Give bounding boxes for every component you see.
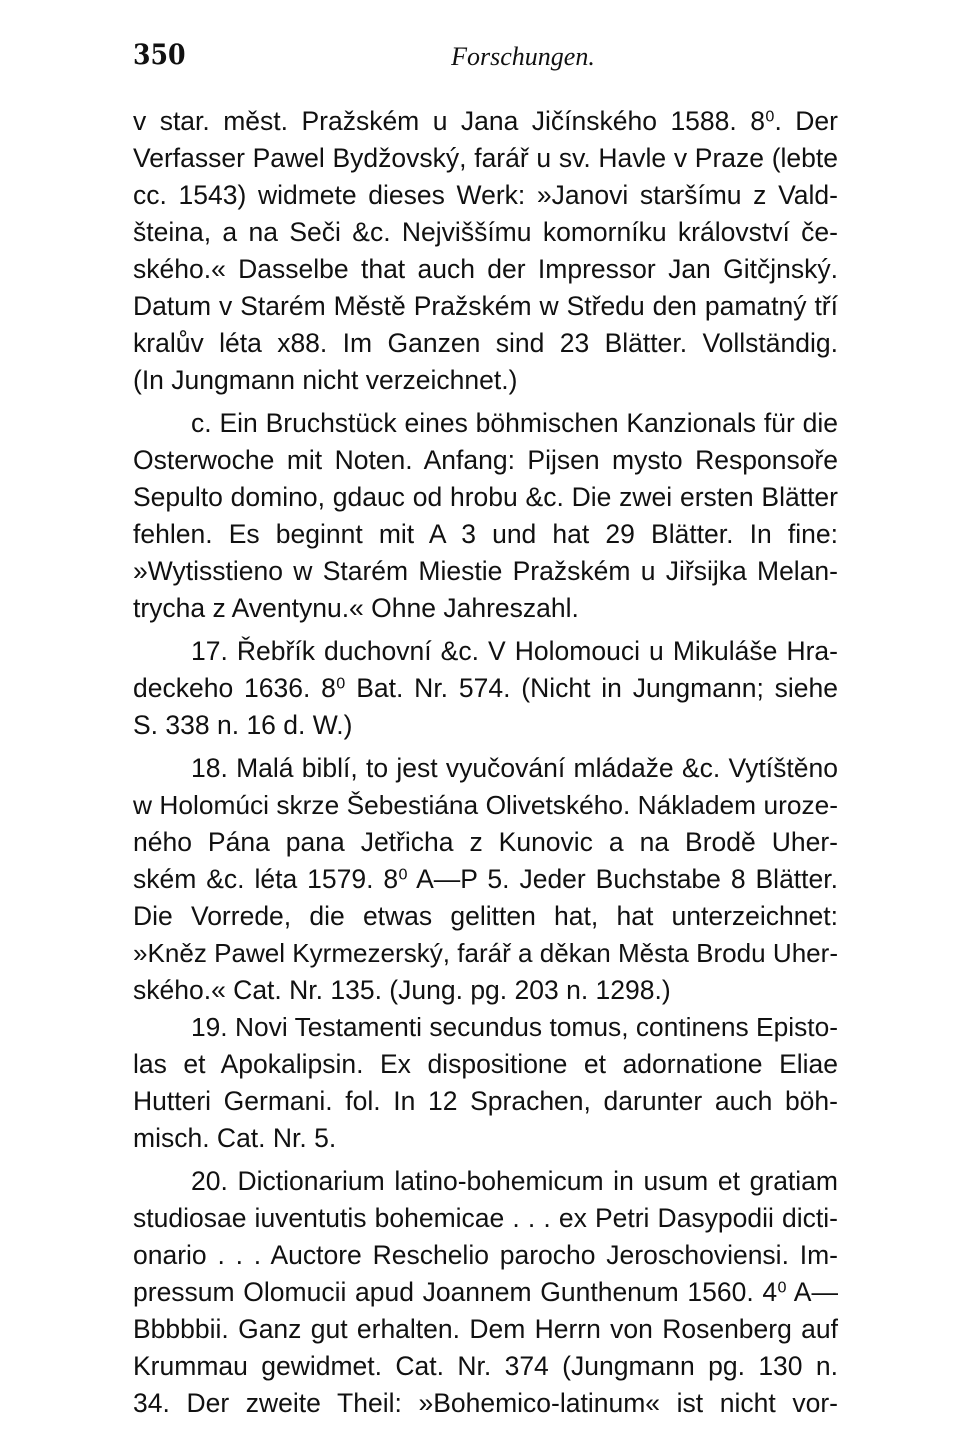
text-line: ského.« Dasselbe that auch der Impressor Jan Gitčjnský. [133, 254, 838, 284]
text-line: kralův léta x88. Im Ganzen sind 23 Blätter. Vollständig. [133, 328, 838, 358]
page-number: 350 [133, 38, 186, 71]
text-line: (In Jungmann nicht verzeichnet.) [133, 365, 518, 395]
text-line: Sepulto domino, gdauc od hrobu &c. Die zwei ersten Blätter [133, 482, 838, 512]
body-text [133, 103, 838, 1422]
text-line: ského.« Cat. Nr. 135. (Jung. pg. 203 n. 1298.) [133, 975, 671, 1005]
text-line: onario . . . Auctore Reschelio parocho Jeroschoviensi. Im- [133, 1240, 838, 1270]
running-title: Forschungen. [451, 42, 595, 71]
text-line: pressum Olomucii apud Joannem Gunthenum 1560. 4⁰ A— [133, 1277, 838, 1307]
text-line: deckeho 1636. 8⁰ Bat. Nr. 574. (Nicht in Jungmann; siehe [133, 673, 838, 703]
text-line: S. 338 n. 16 d. W.) [133, 710, 353, 740]
text-line: Datum v Starém Městě Pražském w Středu den pamatný tří [133, 291, 838, 321]
text-line: 20. Dictionarium latino-bohemicum in usum et gratiam [191, 1166, 838, 1196]
text-line: v star. měst. Pražském u Jana Jičínského 1588. 8⁰. Der [133, 106, 838, 136]
text-line: studiosae iuventutis bohemicae . . . ex Petri Dasypodii dicti- [133, 1203, 838, 1233]
text-line: ském &c. léta 1579. 8⁰ A—P 5. Jeder Buchstabe 8 Blätter. [133, 864, 838, 894]
text-line: »Kněz Pawel Kyrmezerský, farář a děkan Města Brodu Uher- [133, 938, 839, 968]
text-line: 19. Novi Testamenti secundus tomus, continens Episto- [191, 1012, 838, 1042]
text-line: ného Pána pana Jetřicha z Kunovic a na Brodě Uher- [133, 827, 838, 857]
text-line: w Holomúci skrze Šebestiána Olivetského. Nákladem uroze- [133, 790, 838, 820]
text-line: misch. Cat. Nr. 5. [133, 1123, 337, 1153]
text-line: Hutteri Germani. fol. In 12 Sprachen, darunter auch böh- [133, 1086, 838, 1116]
text-line: cc. 1543) widmete dieses Werk: »Janovi staršímu z Vald- [133, 180, 838, 210]
text-line: Osterwoche mit Noten. Anfang: Pijsen mysto Responsoře [133, 445, 838, 475]
text-line: šteina, a na Seči &c. Nejviššímu komorníku království če- [133, 217, 838, 247]
text-line: 34. Der zweite Theil: »Bohemico-latinum« ist nicht vor- [133, 1388, 838, 1418]
text-line: fehlen. Es beginnt mit A 3 und hat 29 Blätter. In fine: [133, 519, 838, 549]
text-line: 18. Malá biblí, to jest vyučování mládaže &c. Vytíštěno [191, 753, 838, 783]
text-line: 17. Řebřík duchovní &c. V Holomouci u Mikuláše Hra- [191, 636, 838, 666]
text-line: Krummau gewidmet. Cat. Nr. 374 (Jungmann pg. 130 n. [133, 1351, 838, 1381]
text-line: las et Apokalipsin. Ex dispositione et adornatione Eliae [133, 1049, 838, 1079]
text-line: trycha z Aventynu.« Ohne Jahreszahl. [133, 593, 579, 623]
text-line: Verfasser Pawel Bydžovský, farář u sv. Havle v Praze (lebte [133, 143, 838, 173]
page-header [133, 38, 833, 78]
text-line: Die Vorrede, die etwas gelitten hat, hat unterzeichnet: [133, 901, 838, 931]
text-line: c. Ein Bruchstück eines böhmischen Kanzionals für die [191, 408, 838, 438]
text-line: Bbbbbii. Ganz gut erhalten. Dem Herrn von Rosenberg auf [133, 1314, 838, 1344]
text-line: »Wytisstieno w Starém Miestie Pražském u Jiřsijka Melan- [133, 556, 838, 586]
